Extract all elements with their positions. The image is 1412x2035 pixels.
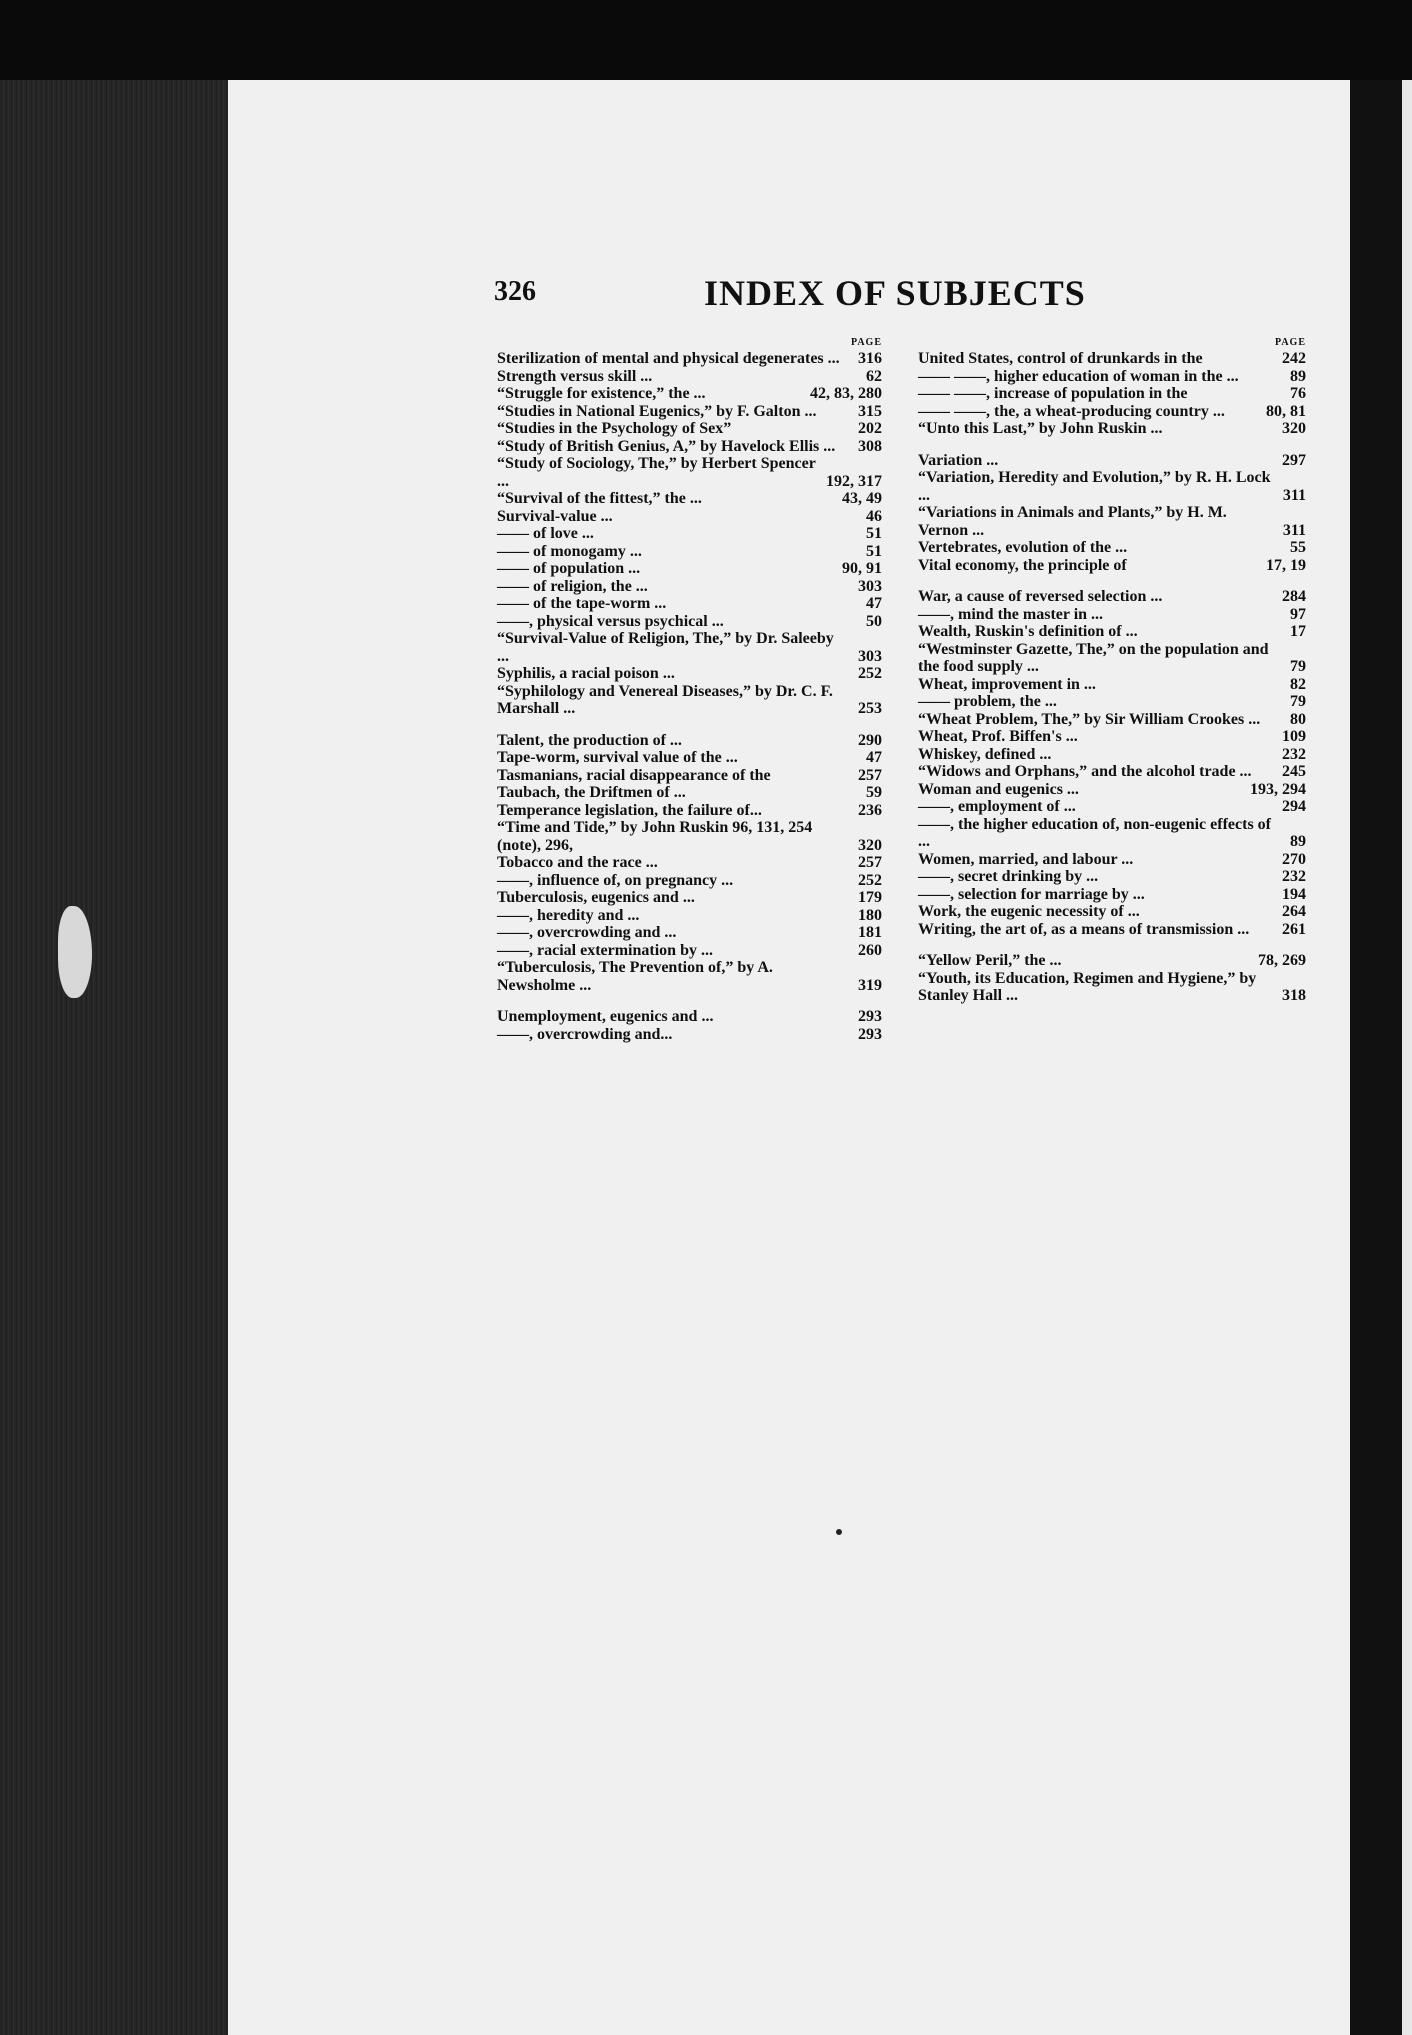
index-entry-pages: 252	[858, 665, 882, 682]
index-entry	[497, 613, 882, 631]
index-entry-pages: 257	[858, 766, 882, 784]
index-entry-text: —— of population ...	[497, 560, 641, 577]
index-entry-pages: 89	[1290, 833, 1306, 850]
index-entry	[497, 802, 882, 820]
index-entry-text: “Syphilology and Venereal Diseases,” by Dr. C. F. Marshall ...	[497, 682, 833, 717]
index-entry-text: “Survival of the fittest,” the ...	[497, 490, 702, 507]
paper-stain	[58, 906, 92, 998]
index-entry-text: —— ——, increase of population in the	[918, 385, 1188, 402]
index-entry	[918, 368, 1306, 386]
index-entry-pages: 97	[1290, 605, 1306, 623]
index-entry-pages: 47	[866, 749, 882, 766]
index-entry-pages: 270	[1282, 850, 1306, 868]
index-entry-text: Women, married, and labour ...	[918, 850, 1134, 868]
index-entry	[497, 508, 882, 526]
index-entry-text: Whiskey, defined ...	[918, 745, 1052, 763]
index-entry-pages: 17, 19	[1266, 556, 1306, 574]
index-entry-pages: 42, 83, 280	[810, 385, 882, 402]
index-entry-text: Survival-value ...	[497, 507, 613, 525]
index-entry	[918, 921, 1306, 939]
index-entry-text: Vertebrates, evolution of the ...	[918, 539, 1128, 556]
index-entry-pages: 51	[866, 525, 882, 542]
index-entry	[918, 469, 1306, 504]
index-entry-text: ——, racial extermination by ...	[497, 941, 713, 959]
index-entry	[918, 781, 1306, 799]
index-entry	[497, 543, 882, 561]
page-column-label: PAGE	[1274, 337, 1306, 348]
index-entry	[497, 595, 882, 613]
index-entry-pages: 290	[858, 731, 882, 749]
index-entry-text: Writing, the art of, as a means of transmission ...	[918, 920, 1250, 938]
index-entry-pages: 55	[1290, 539, 1306, 556]
index-entry	[918, 851, 1306, 869]
index-entry-text: Sterilization of mental and physical degenerates ...	[497, 350, 840, 367]
index-entry	[918, 641, 1306, 676]
index-entry	[918, 606, 1306, 624]
index-entry	[497, 819, 882, 854]
index-entry	[497, 924, 882, 942]
index-entry	[497, 784, 882, 802]
index-entry	[497, 872, 882, 890]
index-entry-text: “Struggle for existence,” the ...	[497, 385, 706, 402]
index-entry-text: —— ——, higher education of woman in the ...	[918, 367, 1239, 385]
index-entry-pages: 232	[1282, 868, 1306, 885]
index-entry-text: Tasmanians, racial disappearance of the	[497, 766, 771, 784]
index-entry	[497, 749, 882, 767]
index-entry	[918, 420, 1306, 438]
index-entry-text: “Westminster Gazette, The,” on the population and the food supply ...	[918, 640, 1269, 675]
index-entry	[497, 420, 882, 438]
index-entry-pages: 80, 81	[1266, 402, 1306, 420]
index-entry	[497, 1026, 882, 1044]
index-entry	[918, 623, 1306, 641]
index-entry-text: ——, employment of ...	[918, 798, 1076, 815]
index-entry	[918, 588, 1306, 606]
index-entry-pages: 311	[1282, 486, 1306, 504]
index-entry	[497, 907, 882, 925]
index-entry-pages: 308	[858, 437, 882, 455]
index-entry	[497, 767, 882, 785]
index-entry-text: Tuberculosis, eugenics and ...	[497, 889, 695, 906]
index-entry-text: War, a cause of reversed selection ...	[918, 588, 1163, 605]
index-entry-pages: 253	[858, 700, 882, 717]
index-entry-text: “Youth, its Education, Regimen and Hygiene,” by Stanley Hall ...	[918, 969, 1257, 1004]
page-header	[494, 272, 1094, 322]
index-entry	[918, 798, 1306, 816]
index-entry-pages: 294	[1282, 798, 1306, 815]
index-entry-pages: 261	[1282, 920, 1306, 938]
index-entry-pages: 293	[858, 1008, 882, 1025]
index-entry-text: —— of love ...	[497, 525, 594, 542]
index-entry-text: “Widows and Orphans,” and the alcohol trade ...	[918, 763, 1252, 780]
index-entry-text: “Study of Sociology, The,” by Herbert Spencer ...	[497, 455, 816, 490]
index-entry	[497, 350, 882, 368]
index-entry	[918, 539, 1306, 557]
index-entry-pages: 319	[858, 976, 882, 994]
index-entry	[497, 385, 882, 403]
index-entry-text: ——, overcrowding and ...	[497, 924, 677, 941]
index-entry-text: “Survival-Value of Religion, The,” by Dr. Saleeby ...	[497, 630, 834, 665]
index-entry-pages: 293	[858, 1025, 882, 1043]
index-entry-pages: 46	[866, 507, 882, 525]
index-entry	[918, 868, 1306, 886]
index-entry-pages: 303	[858, 577, 882, 595]
index-entry	[918, 693, 1306, 711]
index-entry-text: Tape-worm, survival value of the ...	[497, 749, 738, 766]
index-entry-pages: 303	[858, 647, 882, 665]
index-entry-pages: 59	[866, 784, 882, 801]
index-entry	[497, 403, 882, 421]
index-entry-pages: 245	[1282, 763, 1306, 780]
index-entry	[497, 683, 882, 718]
index-entry-pages: 17	[1290, 623, 1306, 640]
index-entry-text: “Studies in National Eugenics,” by F. Galton ...	[497, 402, 817, 420]
index-entry	[497, 525, 882, 543]
index-entry	[918, 970, 1306, 1005]
index-entry-text: Variation ...	[918, 451, 999, 469]
index-entry-text: Work, the eugenic necessity of ...	[918, 903, 1140, 920]
index-entry-pages: 318	[1282, 987, 1306, 1004]
index-entry-text: —— of religion, the ...	[497, 577, 648, 595]
index-entry-pages: 80	[1290, 710, 1306, 728]
index-entry-list	[918, 350, 1306, 1005]
index-entry	[497, 560, 882, 578]
index-entry-text: Unemployment, eugenics and ...	[497, 1008, 714, 1025]
index-entry-pages: 89	[1290, 367, 1306, 385]
index-entry-pages: 109	[1282, 728, 1306, 745]
binding-shadow	[1350, 80, 1412, 2035]
index-entry	[497, 665, 882, 683]
index-entry-pages: 264	[1282, 903, 1306, 920]
index-entry-pages: 179	[858, 889, 882, 906]
page-column-label: PAGE	[850, 337, 882, 348]
index-entry-text: ——, secret drinking by ...	[918, 868, 1099, 885]
index-entry	[918, 952, 1306, 970]
index-entry	[918, 903, 1306, 921]
index-entry-pages: 252	[858, 871, 882, 889]
index-entry-pages: 316	[858, 350, 882, 367]
index-column-left	[497, 336, 882, 1043]
index-entry-text: Vital economy, the principle of	[918, 556, 1127, 574]
index-entry-text: ——, overcrowding and...	[497, 1025, 673, 1043]
index-entry-pages: 320	[1282, 420, 1306, 437]
index-entry-text: Strength versus skill ...	[497, 367, 653, 385]
index-entry	[918, 557, 1306, 575]
index-entry-pages: 78, 269	[1258, 952, 1306, 969]
index-entry-text: ——, mind the master in ...	[918, 605, 1104, 623]
index-entry-pages: 260	[858, 941, 882, 959]
index-entry-text: “Tuberculosis, The Prevention of,” by A. Newsholme ...	[497, 959, 773, 994]
index-entry-pages: 51	[866, 542, 882, 560]
index-entry-pages: 180	[858, 906, 882, 924]
index-entry	[497, 630, 882, 665]
index-entry	[918, 763, 1306, 781]
index-entry-text: ——, the higher education of, non-eugenic effects of ...	[918, 815, 1271, 850]
index-entry-text: ——, selection for marriage by ...	[918, 885, 1145, 903]
index-entry-pages: 181	[858, 924, 882, 941]
next-page-edge	[1402, 80, 1412, 2035]
index-entry-pages: 90, 91	[842, 560, 882, 577]
index-entry-text: Taubach, the Driftmen of ...	[497, 784, 686, 801]
index-entry-pages: 297	[1282, 451, 1306, 469]
index-entry	[918, 746, 1306, 764]
index-entry	[497, 578, 882, 596]
index-entry-text: —— problem, the ...	[918, 693, 1057, 710]
index-entry-text: Talent, the production of ...	[497, 731, 682, 749]
index-entry-pages: 47	[866, 595, 882, 612]
index-entry-pages: 311	[1282, 521, 1306, 539]
index-entry-pages: 315	[858, 402, 882, 420]
index-entry-text: Syphilis, a racial poison ...	[497, 665, 675, 682]
index-column-right	[918, 336, 1306, 1005]
index-entry	[918, 816, 1306, 851]
index-entry-text: United States, control of drunkards in the	[918, 350, 1203, 367]
index-entry	[918, 676, 1306, 694]
index-entry-pages: 62	[866, 367, 882, 385]
index-entry-pages: 242	[1282, 350, 1306, 367]
index-entry-text: “Study of British Genius, A,” by Havelock Ellis ...	[497, 437, 836, 455]
index-entry	[497, 438, 882, 456]
index-entry-text: Wheat, Prof. Biffen's ...	[918, 728, 1078, 745]
page-number: 326	[494, 276, 536, 307]
index-entry-text: —— ——, the, a wheat-producing country ...	[918, 402, 1225, 420]
index-entry-text: “Time and Tide,” by John Ruskin 96, 131, 254 (note), 296,	[497, 819, 813, 854]
index-entry-text: —— of monogamy ...	[497, 542, 642, 560]
index-entry	[497, 732, 882, 750]
index-entry-pages: 193, 294	[1250, 780, 1306, 798]
index-entry-pages: 76	[1290, 385, 1306, 402]
index-entry	[918, 385, 1306, 403]
index-entry	[497, 490, 882, 508]
index-entry	[497, 889, 882, 907]
index-entry	[497, 455, 882, 490]
index-entry	[918, 403, 1306, 421]
index-entry-text: ——, influence of, on pregnancy ...	[497, 871, 734, 889]
index-entry-list	[497, 350, 882, 1043]
index-entry-text: “Variation, Heredity and Evolution,” by R. H. Lock ...	[918, 469, 1271, 504]
index-entry-text: “Variations in Animals and Plants,” by H. M. Vernon ...	[918, 504, 1227, 539]
index-entry	[497, 854, 882, 872]
index-entry-text: ——, heredity and ...	[497, 906, 640, 924]
index-entry-text: “Wheat Problem, The,” by Sir William Crookes ...	[918, 710, 1261, 728]
index-entry	[918, 711, 1306, 729]
index-entry-pages: 257	[858, 854, 882, 871]
index-entry	[497, 368, 882, 386]
index-entry-pages: 236	[858, 801, 882, 819]
index-entry	[918, 728, 1306, 746]
index-entry-text: Tobacco and the race ...	[497, 854, 658, 871]
index-entry-text: —— of the tape-worm ...	[497, 595, 667, 612]
ink-dot	[836, 1529, 842, 1535]
index-entry-text: Wheat, improvement in ...	[918, 675, 1096, 693]
index-entry-pages: 43, 49	[842, 490, 882, 507]
index-entry-pages: 79	[1290, 693, 1306, 710]
book-cover-edge	[0, 80, 228, 2035]
index-entry	[918, 350, 1306, 368]
index-entry	[918, 886, 1306, 904]
index-entry-pages: 320	[858, 836, 882, 854]
index-entry-text: Wealth, Ruskin's definition of ...	[918, 623, 1138, 640]
page-title: INDEX OF SUBJECTS	[704, 273, 1086, 313]
index-entry-text: “Unto this Last,” by John Ruskin ...	[918, 420, 1163, 437]
index-entry	[918, 452, 1306, 470]
index-entry-text: “Studies in the Psychology of Sex”	[497, 420, 732, 437]
index-entry-pages: 192, 317	[826, 472, 882, 490]
index-entry-text: ——, physical versus psychical ...	[497, 612, 724, 630]
index-entry	[497, 1008, 882, 1026]
index-entry-text: “Yellow Peril,” the ...	[918, 952, 1062, 969]
index-entry-text: Woman and eugenics ...	[918, 780, 1079, 798]
index-entry-pages: 79	[1290, 658, 1306, 675]
index-entry-pages: 82	[1290, 675, 1306, 693]
index-entry-pages: 284	[1282, 588, 1306, 605]
index-entry	[497, 959, 882, 994]
index-entry-text: Temperance legislation, the failure of...	[497, 801, 762, 819]
index-entry-pages: 202	[858, 420, 882, 437]
index-entry-pages: 232	[1282, 745, 1306, 763]
index-entry	[918, 504, 1306, 539]
index-entry-pages: 194	[1282, 885, 1306, 903]
index-entry	[497, 942, 882, 960]
index-entry-pages: 50	[866, 612, 882, 630]
